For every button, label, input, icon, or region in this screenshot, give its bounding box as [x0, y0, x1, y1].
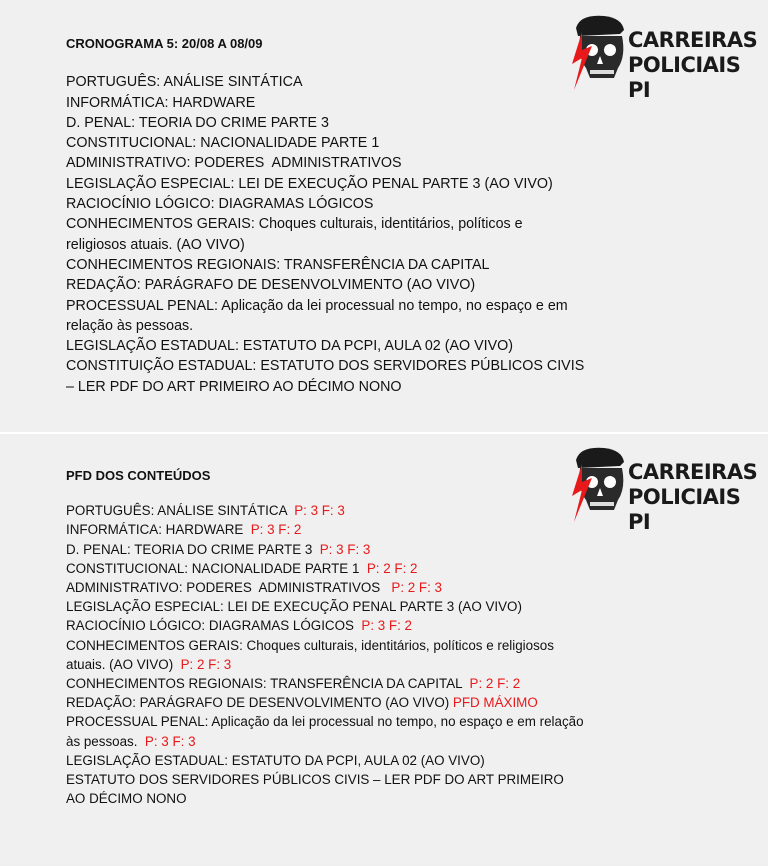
- item-text: RACIOCÍNIO LÓGICO: DIAGRAMAS LÓGICOS: [66, 618, 362, 634]
- brand-name: [628, 28, 760, 103]
- brand-line-1: CARREIRAS: [628, 28, 758, 52]
- item-text: CONHECIMENTOS REGIONAIS: TRANSFERÊNCIA DA CAPITAL: [66, 676, 470, 692]
- pf-tag: P: 3 F: 3: [294, 503, 345, 519]
- item-text: ESTATUTO DOS SERVIDORES PÚBLICOS CIVIS – LER PDF DO ART PRIMEIRO AO DÉCIMO NONO: [66, 772, 567, 807]
- list-item: INFORMÁTICA: HARDWARE: [66, 94, 256, 111]
- brand-line-1: CARREIRAS: [628, 460, 758, 484]
- slide-schedule: [0, 0, 768, 432]
- brand-logo: [570, 12, 760, 102]
- list-item: ADMINISTRATIVO: PODERES ADMINISTRATIVOS: [66, 155, 402, 172]
- pf-tag: PFD MÁXIMO: [452, 695, 538, 711]
- pdf-content: [66, 466, 586, 808]
- brand-logo: [570, 444, 760, 534]
- list-item: CONSTITUCIONAL: NACIONALIDADE PARTE 1: [66, 135, 380, 152]
- list-item: [66, 597, 586, 616]
- list-item: CONHECIMENTOS REGIONAIS: TRANSFERÊNCIA DA CAPITAL: [66, 256, 490, 273]
- list-item: [66, 578, 586, 597]
- list-item: [66, 636, 586, 674]
- list-item: REDAÇÃO: PARÁGRAFO DE DESENVOLVIMENTO (AO VIVO): [66, 277, 476, 294]
- list-item: [66, 501, 586, 520]
- pf-tag: P: 3 F: 2: [361, 618, 412, 634]
- item-text: ADMINISTRATIVO: PODERES ADMINISTRATIVOS: [66, 580, 392, 596]
- pf-tag: P: 2 F: 2: [366, 560, 418, 576]
- list-item: LEGISLAÇÃO ESTADUAL: ESTATUTO DA PCPI, AULA 02 (AO VIVO): [66, 338, 514, 355]
- list-item: [66, 540, 586, 559]
- pf-tag: P: 3 F: 2: [250, 522, 302, 538]
- item-text: PROCESSUAL PENAL: Aplicação da lei processual no tempo, no espaço e em relação às pessoas.: [66, 714, 588, 749]
- schedule-title: CRONOGRAMA 5: 20/08 A 08/09: [66, 36, 263, 51]
- brand-line-2: POLICIAIS PI: [628, 485, 741, 534]
- list-item: [66, 559, 586, 578]
- item-text: CONHECIMENTOS GERAIS: Choques culturais, identitários, políticos e religiosos atuais. (AO VIVO): [66, 637, 558, 672]
- list-item: RACIOCÍNIO LÓGICO: DIAGRAMAS LÓGICOS: [66, 196, 374, 213]
- pf-tag: P: 3 F: 3: [319, 541, 371, 557]
- list-item: CONHECIMENTOS GERAIS: Choques culturais, identitários, políticos e religiosos atuais. (AO VIVO): [66, 216, 527, 253]
- item-text: LEGISLAÇÃO ESPECIAL: LEI DE EXECUÇÃO PENAL PARTE 3 (AO VIVO): [66, 599, 522, 615]
- list-item: [66, 520, 586, 539]
- list-item: [66, 712, 586, 750]
- item-text: INFORMÁTICA: HARDWARE: [66, 522, 251, 538]
- list-item: [66, 770, 586, 808]
- brand-line-2: POLICIAIS PI: [628, 53, 741, 102]
- schedule-content: [66, 34, 589, 397]
- pf-tag: P: 2 F: 3: [391, 580, 442, 596]
- pf-tag: P: 2 F: 3: [180, 656, 232, 672]
- brand-name: [628, 460, 760, 535]
- list-item: PORTUGUÊS: ANÁLISE SINTÁTICA: [66, 74, 303, 91]
- list-item: [66, 616, 586, 635]
- list-item: D. PENAL: TEORIA DO CRIME PARTE 3: [66, 114, 329, 131]
- list-item: LEGISLAÇÃO ESPECIAL: LEI DE EXECUÇÃO PENAL PARTE 3 (AO VIVO): [66, 175, 553, 192]
- pf-tag: P: 2 F: 2: [469, 676, 521, 692]
- pf-tag: P: 3 F: 3: [144, 733, 196, 749]
- item-text: REDAÇÃO: PARÁGRAFO DE DESENVOLVIMENTO (AO VIVO): [66, 695, 453, 711]
- item-text: D. PENAL: TEORIA DO CRIME PARTE 3: [66, 541, 320, 557]
- pdf-title: PFD DOS CONTEÚDOS: [66, 468, 211, 483]
- list-item: CONSTITUIÇÃO ESTADUAL: ESTATUTO DOS SERVIDORES PÚBLICOS CIVIS – LER PDF DO ART PRIMEIRO AO DÉCIMO NONO: [66, 358, 589, 395]
- list-item: PROCESSUAL PENAL: Aplicação da lei processual no tempo, no espaço e em relação às pessoas.: [66, 297, 572, 334]
- list-item: [66, 693, 586, 712]
- slide-pdf-contents: [0, 434, 768, 866]
- item-text: CONSTITUCIONAL: NACIONALIDADE PARTE 1: [66, 560, 367, 576]
- item-text: PORTUGUÊS: ANÁLISE SINTÁTICA: [66, 503, 295, 519]
- list-item: [66, 674, 586, 693]
- list-item: [66, 751, 586, 770]
- item-text: LEGISLAÇÃO ESTADUAL: ESTATUTO DA PCPI, AULA 02 (AO VIVO): [66, 752, 485, 768]
